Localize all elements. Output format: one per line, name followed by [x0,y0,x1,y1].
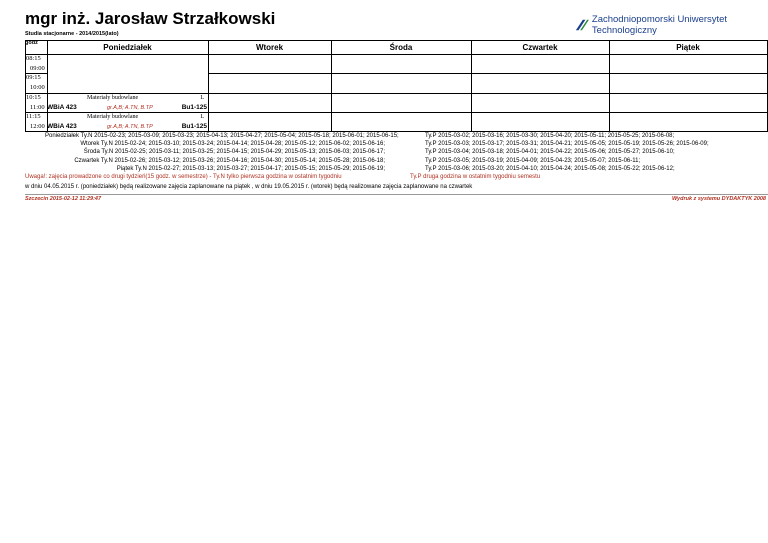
class-type: L [200,114,204,120]
dates-line: Czwartek Ty.N 2015-02-26; 2015-03-12; 2015-03-26; 2015-04-16; 2015-04-30; 2015-05-14; 2015-05-28; 2015-06-18; [74,157,385,164]
day-header-monday: Poniedziałek [103,42,152,52]
class-students: gr.A,B; A.TN, B.TP [107,124,153,130]
dates-line: Poniedziałek Ty.N 2015-02-23; 2015-03-09; 2015-03-23; 2015-04-13; 2015-04-27; 2015-05-04; 2015-05-18; 2015-06-01; 2015-06-15; [45,133,399,139]
class-name: Materiały budowlane [87,95,139,101]
dates-line: Środa Ty.N 2015-02-25; 2015-03-11; 2015-03-25; 2015-04-15; 2015-04-29; 2015-05-13; 2015-06-03; 2015-06-17; [83,149,385,156]
dates-line: Ty.P 2015-03-03; 2015-03-17; 2015-03-31; 2015-04-21; 2015-05-05; 2015-05-19; 2015-05-26; 2015-06-09; [425,141,709,148]
warning-note: Uwaga!: zajęcia prowadzone co drugi tydzień(15 godz. w semestrze) - Ty.N tylko pierwsza godzina w ostatnim tygodniu [25,174,342,180]
class-room: Bu1-125 [181,123,207,130]
dates-line: Ty.P 2015-03-06; 2015-03-20; 2015-04-10; 2015-04-24; 2015-05-08; 2015-05-22; 2015-06-12; [425,165,675,172]
class-type: L [200,95,204,101]
dates-line: Ty.P 2015-03-04; 2015-03-18; 2015-04-01; 2015-04-22; 2015-05-06; 2015-05-27; 2015-06-10; [425,149,675,156]
class-group: WBiA 423 [47,123,77,130]
time-end: 10:00 [30,84,45,91]
day-header-thursday: Czwartek [522,42,558,52]
warning-note-right: Ty.P druga godzina w ostatnim tygodniu semestu [410,174,541,180]
timetable-grid [25,40,768,132]
dates-ty-n [45,132,399,173]
time-start: 09:15 [26,74,41,81]
dates-line: Ty.P 2015-03-05; 2015-03-19; 2015-04-09; 2015-04-23; 2015-05-07; 2015-06-11; [425,157,641,164]
dates-line: Ty.P 2015-03-02; 2015-03-16; 2015-03-30; 2015-04-20; 2015-05-11; 2015-05-25; 2015-06-08; [425,133,675,139]
university-logo [575,14,768,36]
time-end: 09:00 [30,65,45,72]
day-header-wednesday: Środa [389,42,413,52]
system-credit: Wydruk z systemu DYDAKTYK 2008 [671,196,766,202]
print-timestamp: Szczecin 2015-02-12 11:29:47 [25,196,102,202]
time-end: 12:00 [30,123,45,130]
class-name: Materiały budowlane [87,114,139,120]
university-name: Zachodniopomorski Uniwersytet Technologiczny [591,14,728,36]
class-students: gr.A,B; A.TN, B.TP [107,105,153,111]
time-start: 08:15 [26,55,41,62]
day-header-friday: Piątek [676,42,700,52]
dates-line: Piątek Ty.N 2015-02-27; 2015-03-13; 2015-03-27; 2015-04-17; 2015-05-15; 2015-05-29; 2015-06-19; [116,165,385,172]
page-title: mgr inż. Jarosław Strzałkowski [25,9,276,28]
class-block[interactable] [47,114,208,130]
class-room: Bu1-125 [181,104,207,111]
semester-subtitle: Studia stacjonarne - 2014/2015(lato) [25,31,119,37]
dates-line: Wtorek Ty.N 2015-02-24; 2015-03-10; 2015-03-24; 2015-04-14; 2015-04-28; 2015-05-12; 2015-06-02; 2015-06-16; [80,141,385,148]
time-end: 11:00 [30,104,45,111]
day-header-tuesday: Wtorek [255,42,284,52]
class-group: WBiA 423 [47,104,77,111]
dates-ty-p [425,132,709,173]
time-start: 11:15 [26,113,41,120]
time-start: 10:15 [26,94,41,101]
schedule-change-note: w dniu 04.05.2015 r. (poniedziałek) będą realizowane zajęcia zaplanowane na piątek , w dniu 19.05.2015 r. (wtorek) będą realizowane zajęcia zaplanowane na czwartek [25,184,473,190]
hour-column-header: godz [25,40,38,46]
zut-logo-icon [575,18,589,32]
class-block[interactable] [47,95,208,111]
